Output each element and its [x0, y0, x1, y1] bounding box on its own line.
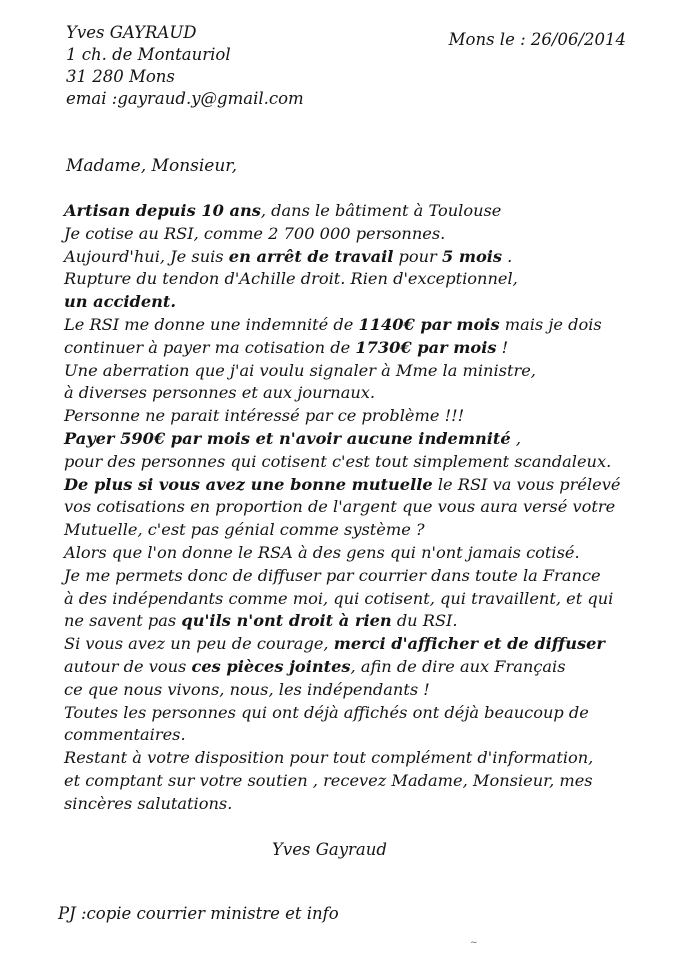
- body-line: [64, 428, 664, 451]
- body-line: [64, 747, 664, 770]
- body-text: !: [496, 337, 509, 357]
- body-line: [64, 656, 664, 679]
- body-text: ce que nous vivons, nous, les indépendants !: [64, 679, 430, 699]
- body-text: Je cotise au RSI, comme 2 700 000 personnes.: [64, 223, 446, 243]
- bold-text: en arrêt de travail: [228, 246, 394, 266]
- body-line: [64, 382, 664, 405]
- body-text: pour: [393, 246, 442, 266]
- body-text: continuer à payer ma cotisation de: [64, 337, 356, 357]
- body-line: [64, 610, 664, 633]
- body-line: [64, 405, 664, 428]
- body-text: Mutuelle, c'est pas génial comme système ?: [64, 520, 425, 540]
- body-text: et comptant sur votre soutien , recevez Madame, Monsieur, mes: [64, 770, 593, 790]
- body-text: , dans le bâtiment à Toulouse: [260, 201, 502, 220]
- body-text: Personne ne parait intéressé par ce problème !!!: [64, 406, 465, 426]
- bold-text: Artisan depuis 10 ans: [64, 201, 261, 220]
- body-line: [64, 496, 664, 519]
- bold-text: 5 mois: [441, 246, 503, 266]
- body-line: [64, 679, 664, 702]
- body-text: Rupture du tendon d'Achille droit. Rien d'exceptionnel,: [64, 269, 518, 289]
- body-line: [64, 246, 664, 269]
- body-text: Toutes les personnes qui ont déjà affichés ont déjà beaucoup de: [64, 702, 589, 722]
- letter-body: [64, 200, 664, 816]
- body-text: du RSI.: [391, 611, 458, 631]
- body-text: à des indépendants comme moi, qui cotisent, qui travaillent, et qui: [64, 588, 614, 608]
- bold-text: ces pièces jointes: [191, 656, 351, 676]
- body-text: Le RSI me donne une indemnité de: [64, 314, 359, 334]
- body-text: autour de vous: [64, 656, 192, 676]
- bold-text: De plus si vous avez une bonne mutuelle: [64, 474, 433, 494]
- body-text: le RSI va vous prélevé: [432, 474, 621, 494]
- body-text: Si vous avez un peu de courage,: [64, 634, 334, 654]
- body-text: Restant à votre disposition pour tout complément d'information,: [64, 748, 594, 768]
- bold-text: un accident.: [64, 292, 177, 312]
- body-line: [64, 542, 664, 565]
- body-line: [64, 474, 664, 497]
- body-text: sincères salutations.: [64, 793, 233, 813]
- body-line: [64, 268, 664, 291]
- greeting: Madame, Monsieur,: [66, 156, 237, 176]
- body-line: [64, 200, 664, 223]
- body-text: commentaires.: [64, 725, 186, 745]
- body-line: [64, 724, 664, 747]
- body-line: [64, 360, 664, 383]
- bold-text: Payer 590€ par mois et n'avoir aucune indemnité: [64, 428, 511, 448]
- signature: Yves Gayraud: [272, 840, 387, 859]
- body-text: mais je dois: [499, 314, 602, 334]
- letter-date: Mons le : 26/06/2014: [448, 30, 626, 49]
- body-line: [64, 223, 664, 246]
- body-text: pour des personnes qui cotisent c'est tout simplement scandaleux.: [64, 451, 612, 471]
- sender-block: [66, 22, 304, 110]
- body-text: .: [502, 246, 513, 266]
- sender-email: emai :gayraud.y@gmail.com: [66, 89, 304, 108]
- body-text: Alors que l'on donne le RSA à des gens qui n'ont jamais cotisé.: [64, 542, 580, 562]
- body-line: [64, 291, 664, 314]
- body-line: [64, 702, 664, 725]
- attachments-note: PJ :copie courrier ministre et info: [58, 904, 339, 923]
- body-line: [64, 314, 664, 337]
- body-text: ,: [510, 428, 521, 448]
- bold-text: 1140€ par mois: [358, 314, 500, 334]
- body-text: Je me permets donc de diffuser par courrier dans toute la France: [64, 565, 601, 585]
- body-line: [64, 337, 664, 360]
- body-line: [64, 588, 664, 611]
- body-line: [64, 565, 664, 588]
- body-text: à diverses personnes et aux journaux.: [64, 383, 376, 403]
- bold-text: qu'ils n'ont droit à rien: [181, 611, 392, 631]
- body-text: , afin de dire aux Français: [350, 656, 566, 676]
- body-line: [64, 519, 664, 542]
- body-text: ne savent pas: [64, 611, 182, 631]
- body-text: Aujourd'hui, Je suis: [64, 246, 229, 266]
- sender-city: 31 280 Mons: [66, 67, 175, 86]
- body-text: Une aberration que j'ai voulu signaler à Mme la ministre,: [64, 360, 536, 380]
- sender-street: 1 ch. de Montauriol: [66, 45, 231, 64]
- body-text: vos cotisations en proportion de l'argent que vous aura versé votre: [64, 497, 616, 517]
- bold-text: merci d'afficher et de diffuser: [333, 634, 605, 654]
- body-line: [64, 793, 664, 816]
- sender-name: Yves GAYRAUD: [66, 23, 197, 42]
- footer-mark: ~: [470, 938, 478, 948]
- body-line: [64, 770, 664, 793]
- bold-text: 1730€ par mois: [355, 337, 497, 357]
- body-line: [64, 451, 664, 474]
- body-line: [64, 633, 664, 656]
